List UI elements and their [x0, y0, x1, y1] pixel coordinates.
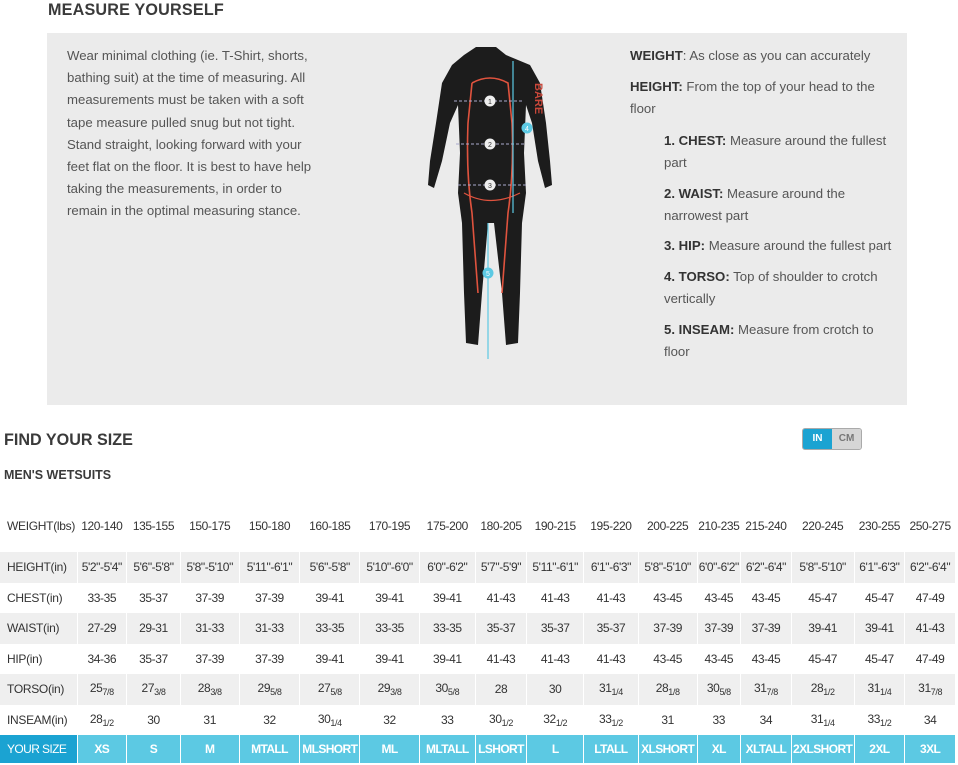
size-cell: L	[527, 735, 584, 763]
svg-text:4: 4	[525, 126, 529, 133]
waist-cell: 27-29	[77, 613, 127, 644]
svg-text:5: 5	[486, 271, 490, 278]
chest-cell: 43-45	[741, 583, 792, 614]
step-inseam: 5. INSEAM: Measure from crotch to floor	[664, 322, 874, 360]
torso-cell: $29_{5/8}$	[239, 674, 300, 705]
torso-cell: $30_{5/8}$	[419, 674, 475, 705]
chest-cell: 45-47	[791, 583, 854, 614]
row-label-inseam: INSEAM(in)	[0, 705, 77, 736]
size-chart	[0, 500, 956, 763]
table-row-inseam	[0, 705, 956, 736]
torso-cell: 28	[475, 674, 527, 705]
svg-text:2: 2	[488, 142, 492, 149]
measure-panel	[47, 33, 907, 405]
waist-cell: 37-39	[638, 613, 697, 644]
hip-cell: 39-41	[300, 644, 360, 675]
hip-cell: 41-43	[584, 644, 639, 675]
suit-marker-3	[485, 180, 496, 191]
table-row-hip	[0, 644, 956, 675]
torso-cell: $31_{1/4}$	[854, 674, 905, 705]
table-row-size	[0, 735, 956, 763]
inseam-cell: 34	[905, 705, 956, 736]
step-chest: 1. CHEST: Measure around the fullest part	[664, 132, 887, 170]
row-label-size: YOUR SIZE	[0, 735, 77, 763]
inseam-cell: $32_{1/2}$	[527, 705, 584, 736]
hip-cell: 41-43	[475, 644, 527, 675]
torso-cell: $30_{5/8}$	[697, 674, 741, 705]
waist-cell: 37-39	[741, 613, 792, 644]
weight-cell: 180-205	[475, 500, 527, 552]
height-cell: 5'6"-5'8"	[127, 552, 181, 583]
inseam-cell: 30	[127, 705, 181, 736]
inseam-cell: $28_{1/2}$	[77, 705, 127, 736]
inseam-cell: 33	[697, 705, 741, 736]
weight-cell: 250-275	[905, 500, 956, 552]
svg-text:1: 1	[488, 99, 492, 106]
height-cell: 5'8"-5'10"	[638, 552, 697, 583]
torso-cell: $31_{1/4}$	[584, 674, 639, 705]
chest-cell: 43-45	[638, 583, 697, 614]
size-cell: XLTALL	[741, 735, 792, 763]
hip-cell: 35-37	[127, 644, 181, 675]
torso-cell: $28_{1/2}$	[791, 674, 854, 705]
suit-brand-logo: BARE	[532, 83, 544, 115]
wetsuit-illustration	[402, 43, 570, 361]
inseam-cell: $31_{1/4}$	[791, 705, 854, 736]
weight-cell: 170-195	[360, 500, 420, 552]
chest-cell: 37-39	[239, 583, 300, 614]
step-hip: 3. HIP: Measure around the fullest part	[664, 238, 892, 254]
hip-cell: 39-41	[419, 644, 475, 675]
hip-cell: 45-47	[791, 644, 854, 675]
weight-cell: 160-185	[300, 500, 360, 552]
size-cell: S	[127, 735, 181, 763]
waist-cell: 35-37	[584, 613, 639, 644]
measure-intro: Wear minimal clothing (ie. T-Shirt, shorts, bathing suit) at the time of measuring. All measurements must be taken with a soft tape measure pulled snug but not tight. Stand straight, looking forward with your feet flat on the floor. It is best to have help taking the measurements, in order to remain in the optimal measuring stance.	[67, 48, 312, 219]
size-cell: LTALL	[584, 735, 639, 763]
size-cell: LSHORT	[475, 735, 527, 763]
unit-in-option[interactable]: IN	[803, 429, 832, 449]
step-waist: 2. WAIST: Measure around the narrowest part	[664, 185, 846, 223]
svg-text:3: 3	[488, 183, 492, 190]
inseam-cell: $33_{1/2}$	[584, 705, 639, 736]
measure-title: MEASURE YOURSELF	[48, 0, 224, 19]
torso-cell: 30	[527, 674, 584, 705]
hip-cell: 39-41	[360, 644, 420, 675]
find-size-title: FIND YOUR SIZE	[4, 430, 133, 449]
torso-cell: $27_{5/8}$	[300, 674, 360, 705]
step-torso: 4. TORSO: Top of shoulder to crotch vertically	[664, 269, 878, 307]
hip-cell: 47-49	[905, 644, 956, 675]
hip-cell: 43-45	[741, 644, 792, 675]
hip-cell: 45-47	[854, 644, 905, 675]
height-cell: 5'11"-6'1"	[239, 552, 300, 583]
inseam-cell: $30_{1/2}$	[475, 705, 527, 736]
waist-cell: 33-35	[419, 613, 475, 644]
weight-cell: 190-215	[527, 500, 584, 552]
weight-cell: 150-180	[239, 500, 300, 552]
waist-cell: 39-41	[854, 613, 905, 644]
size-cell: MLSHORT	[300, 735, 360, 763]
row-label-weight: WEIGHT(lbs)	[0, 500, 77, 552]
height-cell: 6'1"-6'3"	[854, 552, 905, 583]
torso-cell: $28_{1/8}$	[638, 674, 697, 705]
height-cell: 5'11"-6'1"	[527, 552, 584, 583]
height-instruction: HEIGHT: From the top of your head to the floor	[630, 79, 875, 117]
weight-instruction: WEIGHT: As close as you can accurately	[630, 48, 871, 63]
chest-cell: 39-41	[300, 583, 360, 614]
row-label-chest: CHEST(in)	[0, 583, 77, 614]
chest-cell: 37-39	[180, 583, 239, 614]
weight-cell: 210-235	[697, 500, 741, 552]
row-label-torso: TORSO(in)	[0, 674, 77, 705]
suit-marker-2	[485, 139, 496, 150]
measure-instructions	[630, 45, 895, 372]
weight-cell: 215-240	[741, 500, 792, 552]
inseam-cell: 33	[419, 705, 475, 736]
height-cell: 6'0"-6'2"	[419, 552, 475, 583]
torso-cell: $25_{7/8}$	[77, 674, 127, 705]
waist-cell: 39-41	[791, 613, 854, 644]
waist-cell: 31-33	[239, 613, 300, 644]
height-cell: 5'6"-5'8"	[300, 552, 360, 583]
size-cell: MTALL	[239, 735, 300, 763]
chest-cell: 35-37	[127, 583, 181, 614]
table-row-height	[0, 552, 956, 583]
waist-cell: 37-39	[697, 613, 741, 644]
table-row-chest	[0, 583, 956, 614]
weight-cell: 150-175	[180, 500, 239, 552]
height-cell: 5'10"-6'0"	[360, 552, 420, 583]
hip-cell: 34-36	[77, 644, 127, 675]
inseam-cell: $30_{1/4}$	[300, 705, 360, 736]
chest-cell: 39-41	[419, 583, 475, 614]
chest-cell: 39-41	[360, 583, 420, 614]
torso-cell: $27_{3/8}$	[127, 674, 181, 705]
height-cell: 5'7"-5'9"	[475, 552, 527, 583]
hip-cell: 43-45	[638, 644, 697, 675]
waist-cell: 31-33	[180, 613, 239, 644]
hip-cell: 43-45	[697, 644, 741, 675]
inseam-cell: 32	[360, 705, 420, 736]
row-label-waist: WAIST(in)	[0, 613, 77, 644]
height-cell: 5'8"-5'10"	[180, 552, 239, 583]
size-cell: XL	[697, 735, 741, 763]
waist-cell: 33-35	[360, 613, 420, 644]
chest-cell: 43-45	[697, 583, 741, 614]
chest-cell: 47-49	[905, 583, 956, 614]
size-cell: XS	[77, 735, 127, 763]
inseam-cell: $33_{1/2}$	[854, 705, 905, 736]
height-cell: 6'2"-6'4"	[905, 552, 956, 583]
hip-cell: 41-43	[527, 644, 584, 675]
height-cell: 6'0"-6'2"	[697, 552, 741, 583]
size-cell: XLSHORT	[638, 735, 697, 763]
hip-cell: 37-39	[180, 644, 239, 675]
weight-cell: 200-225	[638, 500, 697, 552]
torso-cell: $31_{7/8}$	[905, 674, 956, 705]
table-row-waist	[0, 613, 956, 644]
weight-cell: 175-200	[419, 500, 475, 552]
height-cell: 6'2"-6'4"	[741, 552, 792, 583]
row-label-hip: HIP(in)	[0, 644, 77, 675]
torso-cell: $29_{3/8}$	[360, 674, 420, 705]
chest-cell: 41-43	[584, 583, 639, 614]
inseam-cell: 31	[638, 705, 697, 736]
weight-cell: 195-220	[584, 500, 639, 552]
chest-cell: 33-35	[77, 583, 127, 614]
torso-cell: $28_{3/8}$	[180, 674, 239, 705]
size-cell: MLTALL	[419, 735, 475, 763]
table-row-weight	[0, 500, 956, 552]
chest-cell: 41-43	[475, 583, 527, 614]
height-cell: 5'2"-5'4"	[77, 552, 127, 583]
chest-cell: 41-43	[527, 583, 584, 614]
height-cell: 5'8"-5'10"	[791, 552, 854, 583]
weight-cell: 135-155	[127, 500, 181, 552]
size-cell: M	[180, 735, 239, 763]
suit-marker-1	[485, 96, 496, 107]
height-cell: 6'1"-6'3"	[584, 552, 639, 583]
weight-cell: 230-255	[854, 500, 905, 552]
size-cell: 3XL	[905, 735, 956, 763]
size-cell: 2XL	[854, 735, 905, 763]
size-cell: ML	[360, 735, 420, 763]
inseam-cell: 32	[239, 705, 300, 736]
torso-cell: $31_{7/8}$	[741, 674, 792, 705]
row-label-height: HEIGHT(in)	[0, 552, 77, 583]
mens-wetsuits-title: MEN'S WETSUITS	[4, 468, 112, 482]
size-cell: 2XLSHORT	[791, 735, 854, 763]
suit-marker-5	[483, 268, 494, 279]
waist-cell: 41-43	[905, 613, 956, 644]
weight-cell: 120-140	[77, 500, 127, 552]
inseam-cell: 34	[741, 705, 792, 736]
inseam-cell: 31	[180, 705, 239, 736]
unit-toggle[interactable]	[802, 428, 862, 450]
waist-cell: 35-37	[475, 613, 527, 644]
waist-cell: 33-35	[300, 613, 360, 644]
waist-cell: 35-37	[527, 613, 584, 644]
weight-cell: 220-245	[791, 500, 854, 552]
table-row-torso	[0, 674, 956, 705]
waist-cell: 29-31	[127, 613, 181, 644]
suit-marker-4	[522, 123, 533, 134]
unit-cm-option[interactable]: CM	[832, 429, 861, 449]
hip-cell: 37-39	[239, 644, 300, 675]
chest-cell: 45-47	[854, 583, 905, 614]
